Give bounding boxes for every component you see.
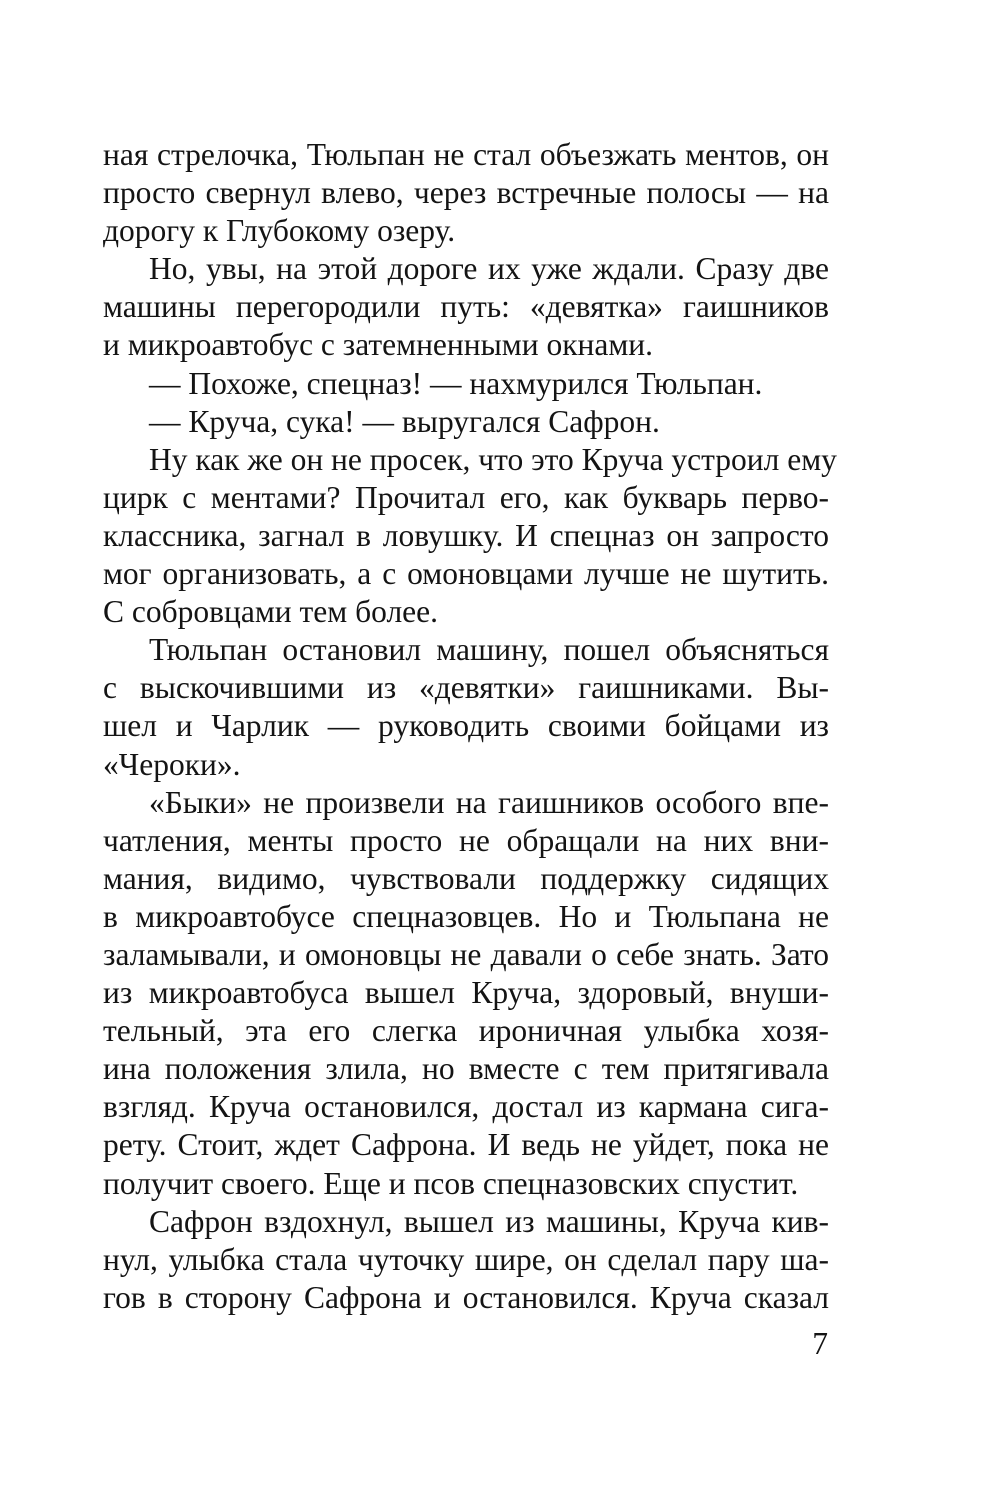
text-line: машины перегородили путь: «девятка» гаишников bbox=[103, 289, 829, 325]
text-line: — Похоже, спецназ! — нахмурился Тюльпан. bbox=[149, 365, 763, 401]
text-line: Тюльпан остановил машину, пошел объясняться bbox=[149, 632, 829, 668]
text-line: из микроавтобуса вышел Круча, здоровый, внуши- bbox=[103, 975, 829, 1011]
text-line: Ну как же он не просек, что это Круча устроил ему bbox=[149, 441, 837, 477]
text-line: получит своего. Еще и псов спецназовских спустит. bbox=[103, 1165, 799, 1201]
text-line: чатления, менты просто не обращали на них вни- bbox=[103, 822, 829, 858]
text-line: цирк с ментами? Прочитал его, как букварь перво- bbox=[103, 479, 829, 515]
text-line: ная стрелочка, Тюльпан не стал объезжать ментов, он bbox=[103, 137, 829, 172]
text-line: и микроавтобус с затемненными окнами. bbox=[103, 327, 654, 363]
page-number: 7 bbox=[812, 1326, 828, 1361]
text-line: заламывали, и омоновцы не давали о себе знать. Зато bbox=[103, 936, 829, 972]
text-line: в микроавтобусе спецназовцев. Но и Тюльпана не bbox=[103, 898, 829, 934]
text-line: рету. Стоит, ждет Сафрона. И ведь не уйдет, пока не bbox=[103, 1127, 829, 1163]
text-line: — Круча, сука! — выругался Сафрон. bbox=[149, 403, 660, 439]
body-text bbox=[103, 136, 837, 1317]
text-line: с выскочившими из «девятки» гаишниками. Вы- bbox=[103, 670, 829, 706]
text-line: С собровцами тем более. bbox=[103, 594, 438, 630]
text-line: Но, увы, на этой дороге их уже ждали. Сразу две bbox=[149, 251, 829, 287]
text-line: тельный, эта его слегка ироничная улыбка хозя- bbox=[103, 1013, 829, 1049]
text-line: дорогу к Глубокому озеру. bbox=[103, 213, 456, 249]
text-line: нул, улыбка стала чуточку шире, он сделал пару ша- bbox=[103, 1241, 829, 1277]
text-line: Сафрон вздохнул, вышел из машины, Круча кив- bbox=[149, 1203, 829, 1239]
text-line: взгляд. Круча остановился, достал из кармана сига- bbox=[103, 1089, 829, 1125]
text-line: ина положения злила, но вместе с тем притягивала bbox=[103, 1051, 829, 1087]
text-line: «Чероки». bbox=[103, 746, 241, 782]
text-line: просто свернул влево, через встречные полосы — на bbox=[103, 175, 829, 211]
text-line: гов в сторону Сафрона и остановился. Круча сказал bbox=[103, 1279, 829, 1315]
text-line: классника, загнал в ловушку. И спецназ он запросто bbox=[103, 517, 829, 553]
text-line: мания, видимо, чувствовали поддержку сидящих bbox=[103, 860, 829, 896]
text-line: шел и Чарлик — руководить своими бойцами из bbox=[103, 708, 829, 744]
text-line: «Быки» не произвели на гаишников особого впе- bbox=[149, 784, 829, 820]
text-line: мог организовать, а с омоновцами лучше не шутить. bbox=[103, 556, 829, 592]
